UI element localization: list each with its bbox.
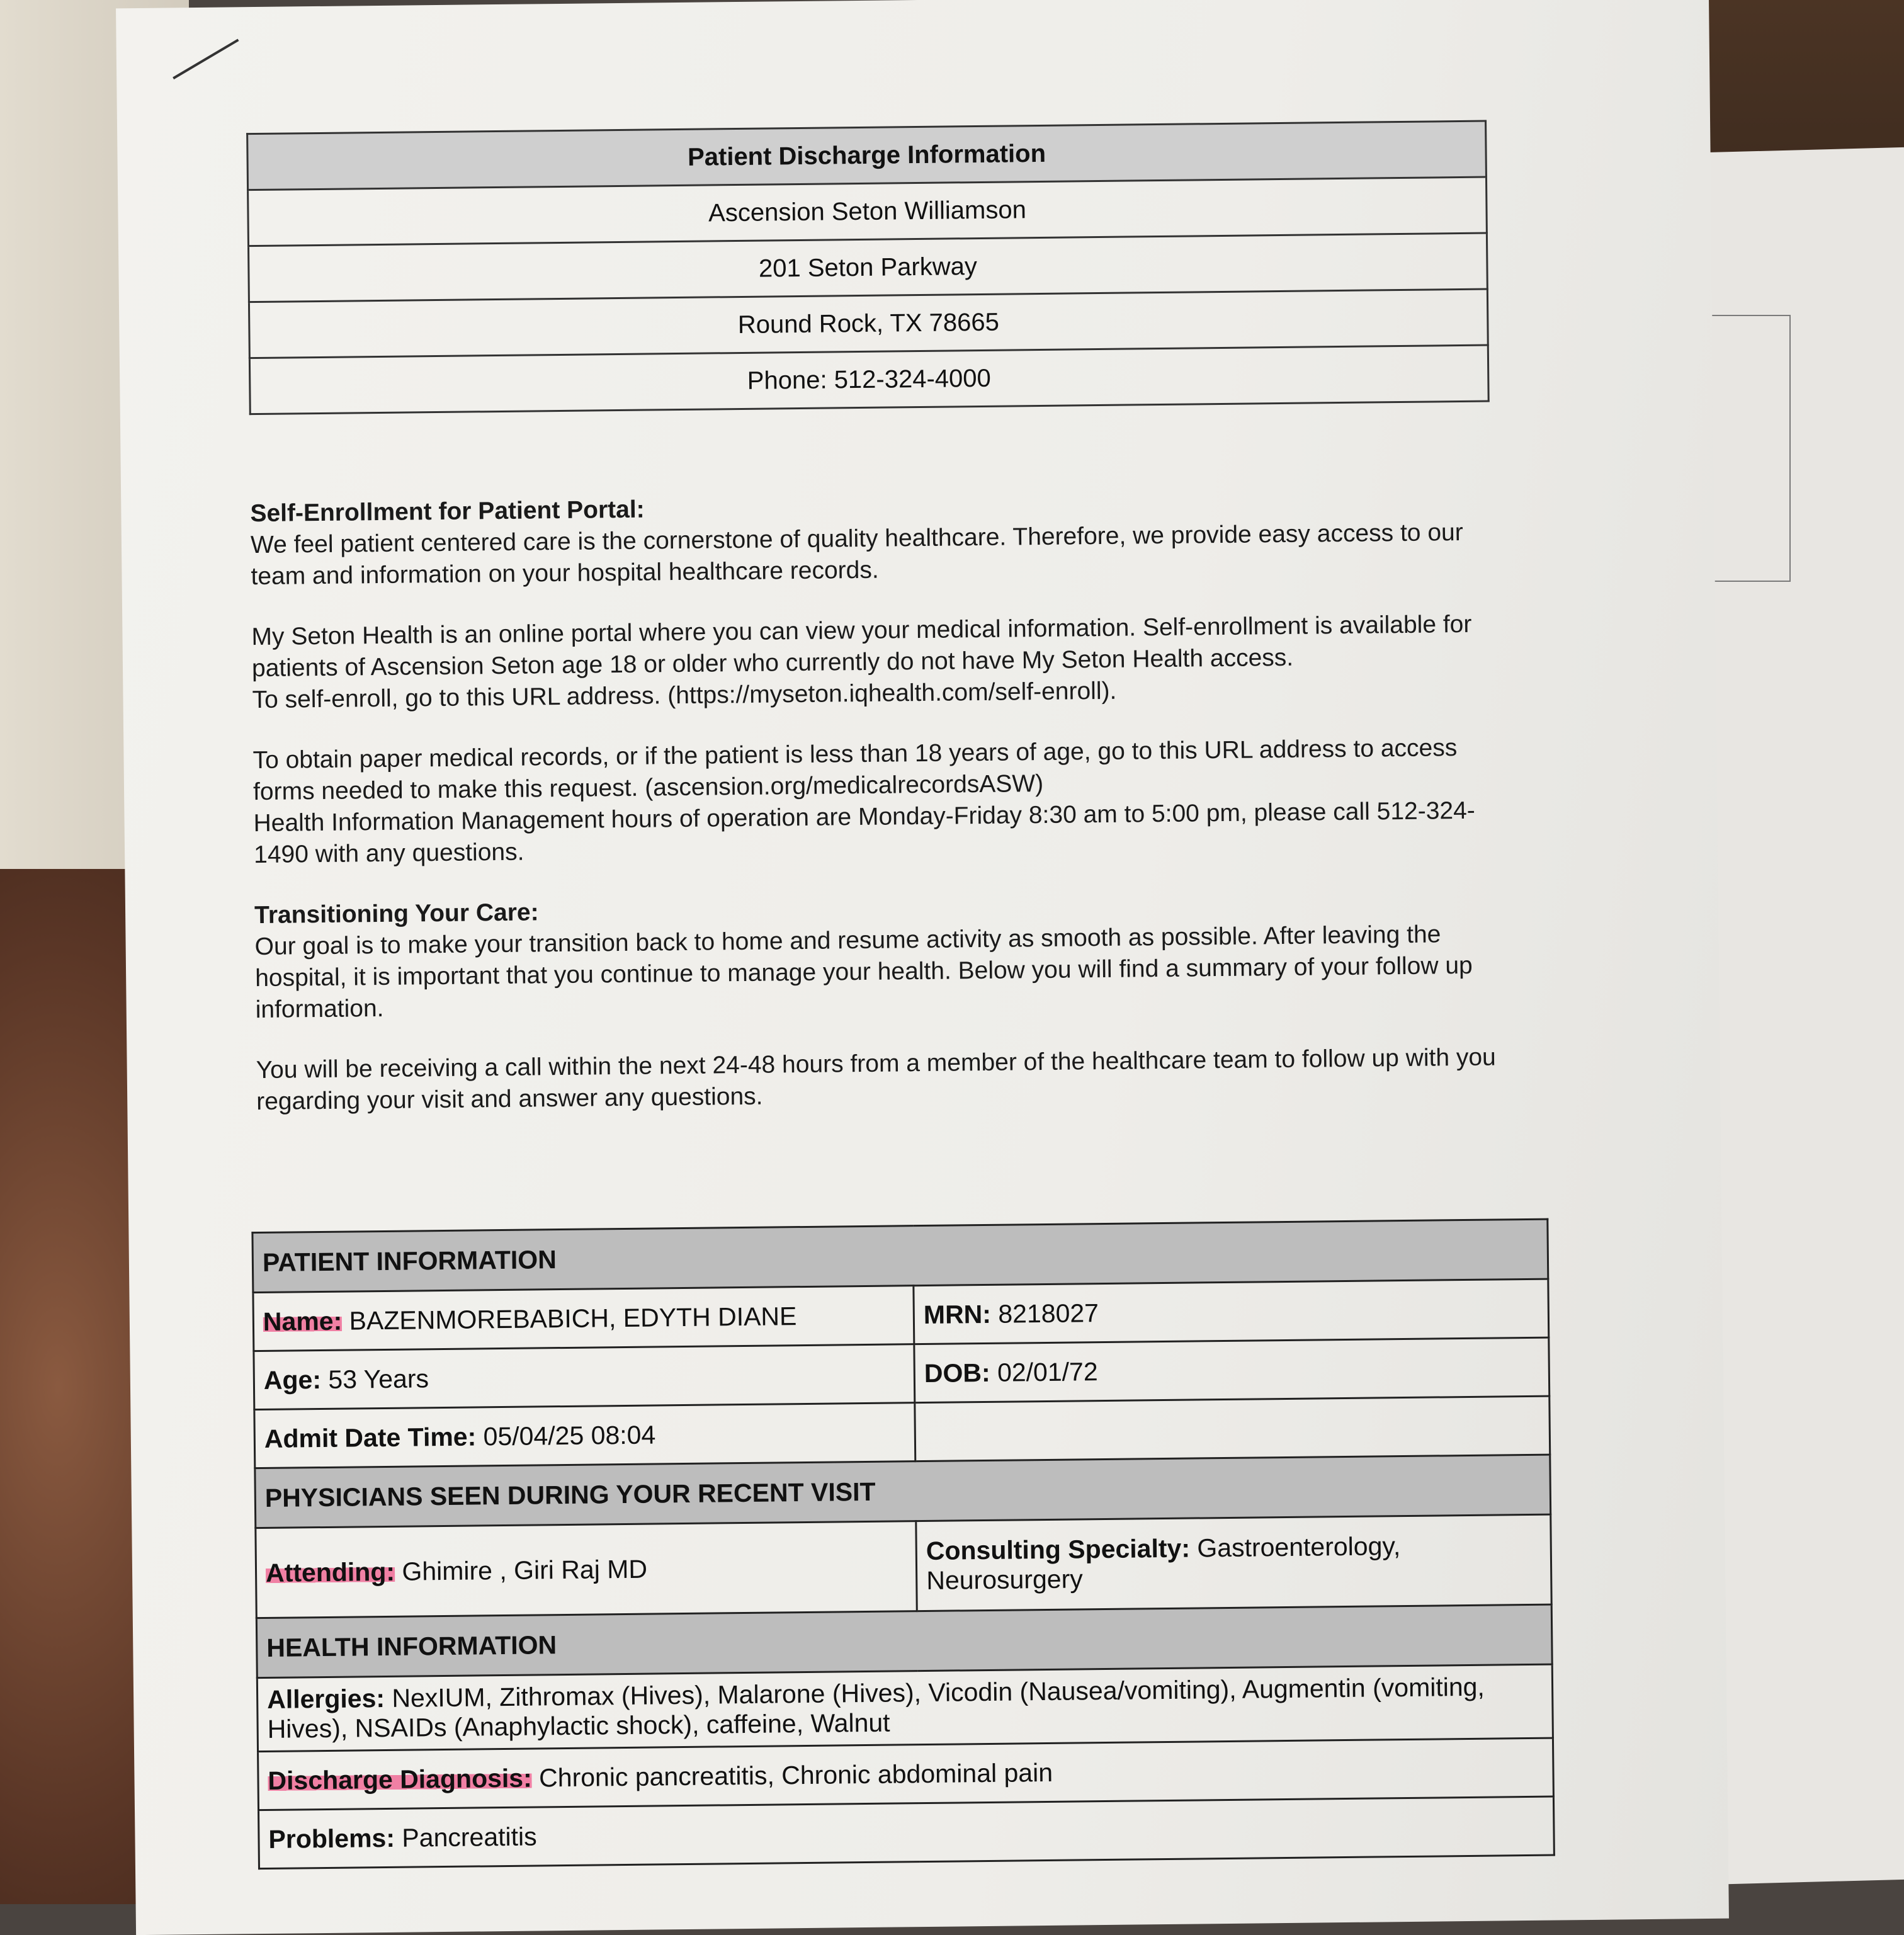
attending-label: Attending: xyxy=(265,1557,395,1587)
transition-heading: Transitioning Your Care: xyxy=(254,899,539,929)
discharge-document xyxy=(116,0,1729,1935)
dob-value: 02/01/72 xyxy=(997,1356,1098,1387)
discharge-header-table xyxy=(246,120,1490,416)
mrn-value: 8218027 xyxy=(998,1298,1099,1329)
portal-enroll-link-text: To self-enroll, go to this URL address. (https://myseton.iqhealth.com/self-enroll). xyxy=(252,677,1117,714)
admit-value: 05/04/25 08:04 xyxy=(483,1419,656,1451)
facility-address-line2: Round Rock, TX 78665 xyxy=(249,289,1488,358)
portal-paragraph-1: We feel patient centered care is the cornerstone of quality healthcare. Therefore, we provide easy access to our team and information on your hospital healthcare records. xyxy=(250,518,1463,591)
him-hours-text: Health Information Management hours of operation are Monday-Friday 8:30 am to 5:00 pm, please call 512-324-1490 with any questions. xyxy=(253,797,1475,869)
consulting-label: Consulting Specialty: xyxy=(926,1533,1191,1565)
document-title: Patient Discharge Information xyxy=(247,121,1487,190)
attending-value: Ghimire , Giri Raj MD xyxy=(402,1554,648,1586)
transition-paragraph-2: You will be receiving a call within the next 24-48 hours from a member of the healthcare team to follow up with you regarding your visit and answer any questions. xyxy=(256,1043,1496,1116)
patient-info-table xyxy=(251,1218,1555,1870)
portal-paragraph-3 xyxy=(252,732,1519,871)
allergies-label: Allergies: xyxy=(266,1684,385,1714)
consulting-value: Gastroenterology, Neurosurgery xyxy=(926,1531,1401,1595)
patient-name-label: Name: xyxy=(263,1306,343,1336)
age-value: 53 Years xyxy=(328,1363,429,1394)
pen-mark xyxy=(173,39,239,80)
consulting-cell xyxy=(916,1514,1551,1611)
problems-value: Pancreatitis xyxy=(402,1821,537,1853)
attending-cell xyxy=(256,1521,917,1618)
transition-paragraph-1: Our goal is to make your transition back to home and resume activity as smooth as possible. After leaving the hospital, it is important that you continue to manage your health. Below you will find a summary of your follow up information. xyxy=(254,921,1473,1024)
admit-label: Admit Date Time: xyxy=(264,1421,477,1453)
portal-heading: Self-Enrollment for Patient Portal: xyxy=(250,496,645,528)
age-cell xyxy=(254,1344,915,1410)
patient-name-cell xyxy=(253,1286,914,1351)
diagnosis-value: Chronic pancreatitis, Chronic abdominal pain xyxy=(538,1757,1053,1792)
dob-label: DOB: xyxy=(924,1358,990,1388)
mrn-cell xyxy=(914,1279,1549,1344)
problems-label: Problems: xyxy=(268,1823,395,1854)
physicians-section-title: PHYSICIANS SEEN DURING YOUR RECENT VISIT xyxy=(255,1455,1551,1528)
patient-info-section-title: PATIENT INFORMATION xyxy=(252,1219,1548,1293)
portal-paragraph-2 xyxy=(251,608,1517,716)
age-label: Age: xyxy=(263,1365,322,1395)
empty-cell xyxy=(915,1396,1550,1461)
diagnosis-label: Discharge Diagnosis: xyxy=(268,1763,532,1795)
admit-cell xyxy=(254,1403,915,1468)
mrn-label: MRN: xyxy=(923,1299,992,1329)
allergies-cell xyxy=(257,1664,1553,1752)
facility-address-line1: 201 Seton Parkway xyxy=(249,233,1488,302)
facility-phone: Phone: 512-324-4000 xyxy=(249,345,1488,414)
health-info-section-title: HEALTH INFORMATION xyxy=(256,1604,1552,1678)
facility-name: Ascension Seton Williamson xyxy=(248,177,1487,246)
instructions-body xyxy=(250,485,1522,1147)
patient-name-value: BAZENMOREBABICH, EDYTH DIANE xyxy=(349,1301,797,1336)
allergies-value: NexIUM, Zithromax (Hives), Malarone (Hives), Vicodin (Nausea/vomiting), Augmentin (vomiting, Hives), NSAIDs (Anaphylactic shock), caffeine, Walnut xyxy=(267,1672,1485,1744)
portal-paragraph-2-text: My Seton Health is an online portal where you can view your medical information. Self-enrollment is available for patients of Ascension Seton age 18 or older who currently do not have My Seton Health access. xyxy=(251,610,1472,683)
dob-cell xyxy=(914,1337,1550,1403)
records-request-text: To obtain paper medical records, or if the patient is less than 18 years of age, go to this URL address to access forms needed to make this request. (ascension.org/medicalrecordsASW) xyxy=(252,734,1458,806)
